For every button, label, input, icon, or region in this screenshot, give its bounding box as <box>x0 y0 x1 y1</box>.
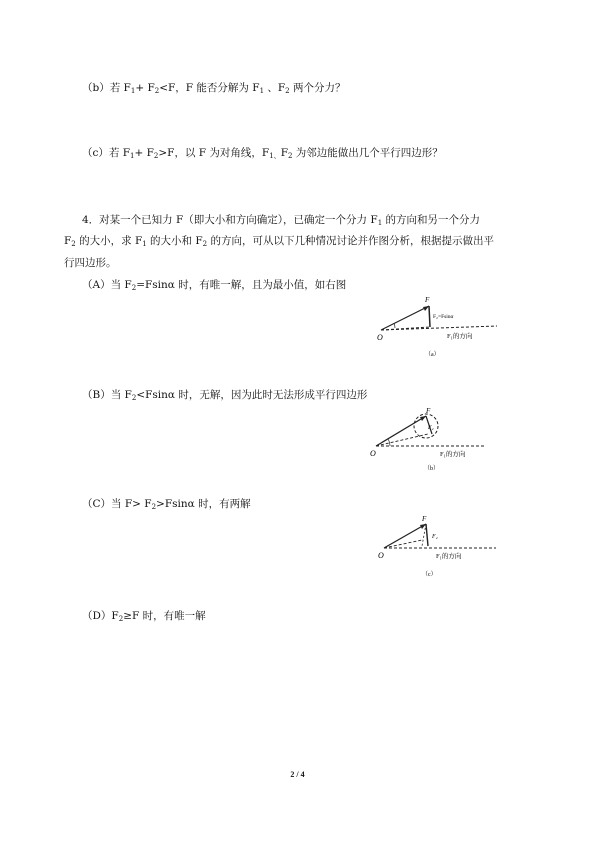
page-number: 2 / 4 <box>290 770 305 779</box>
svg-text:O: O <box>370 449 376 458</box>
figure-a <box>375 292 505 362</box>
svg-text:F₁的方向: F₁的方向 <box>436 553 462 560</box>
svg-text:O: O <box>378 551 384 560</box>
figure-a-diagram <box>375 292 505 362</box>
figure-c <box>378 512 508 582</box>
force-f-vector <box>376 416 426 446</box>
svg-text:（a）: （a） <box>425 352 440 358</box>
case-d: $(D)F_2\ge F$ 时，有唯一解 <box>82 610 206 623</box>
svg-text:F₂: F₂ <box>428 425 434 431</box>
svg-text:F: F <box>422 515 427 523</box>
svg-text:O: O <box>377 333 383 342</box>
question-b: （b）若 $F_1+ F_2<F$，F 能否分解为 $F_1$ 、$F_2$ 两个分力？ <box>82 82 346 95</box>
question-4-line-2: $F_2$ 的大小，求 $F_1$ 的大小和 $F_2$ 的方向，可从以下几种情况讨论并作图分析，根据提示做出平 <box>64 235 494 248</box>
svg-text:F₁的方向: F₁的方向 <box>447 333 473 340</box>
svg-text:F: F <box>425 296 430 304</box>
svg-text:F₁的方向: F₁的方向 <box>440 451 466 458</box>
svg-text:F₂: F₂ <box>432 534 438 540</box>
force-f-arrowhead <box>420 416 426 421</box>
figure-b <box>368 404 498 476</box>
force-f-vector <box>381 306 429 330</box>
question-4-line-3: 行四边形。 <box>64 257 117 269</box>
force-f2-vector <box>429 306 430 327</box>
case-c: （C）当 $F> F_2>Fsin\alpha$ 时，有两解 <box>82 498 251 511</box>
force-f-vector <box>384 524 426 548</box>
svg-text:（b）: （b） <box>424 466 440 472</box>
force-f-arrowhead <box>423 306 429 311</box>
force-f2-vector <box>426 524 428 546</box>
case-a: （A）当 $F_2=Fsin\alpha$ 时，有唯一解，且为最小值，如右图 <box>82 279 347 292</box>
svg-text:（c）: （c） <box>422 572 437 578</box>
auxiliary-dashed-line <box>376 434 428 446</box>
svg-text:F₂=Fsinα: F₂=Fsinα <box>433 314 454 320</box>
question-4-line-1: 4．对某一个已知力 F（即大小和方向确定），已确定一个分力 $F_1$ 的方向和另一个分力 <box>82 214 480 227</box>
figure-c-diagram <box>378 512 508 582</box>
svg-text:F: F <box>426 407 431 415</box>
auxiliary-dashed-line <box>384 540 422 548</box>
figure-b-diagram <box>368 404 498 476</box>
alpha-angle-arc <box>388 439 390 446</box>
case-b: （B）当 $F_2<Fsin\alpha$ 时，无解，因为此时无法形成平行四边形 <box>82 389 368 402</box>
alpha-angle-arc <box>394 323 395 328</box>
question-c: （c）若 $F_1+ F_2>F$，以 F 为对角线，$F_{1、}F_2$ 为邻边能做出几个平行四边形？ <box>82 147 443 160</box>
